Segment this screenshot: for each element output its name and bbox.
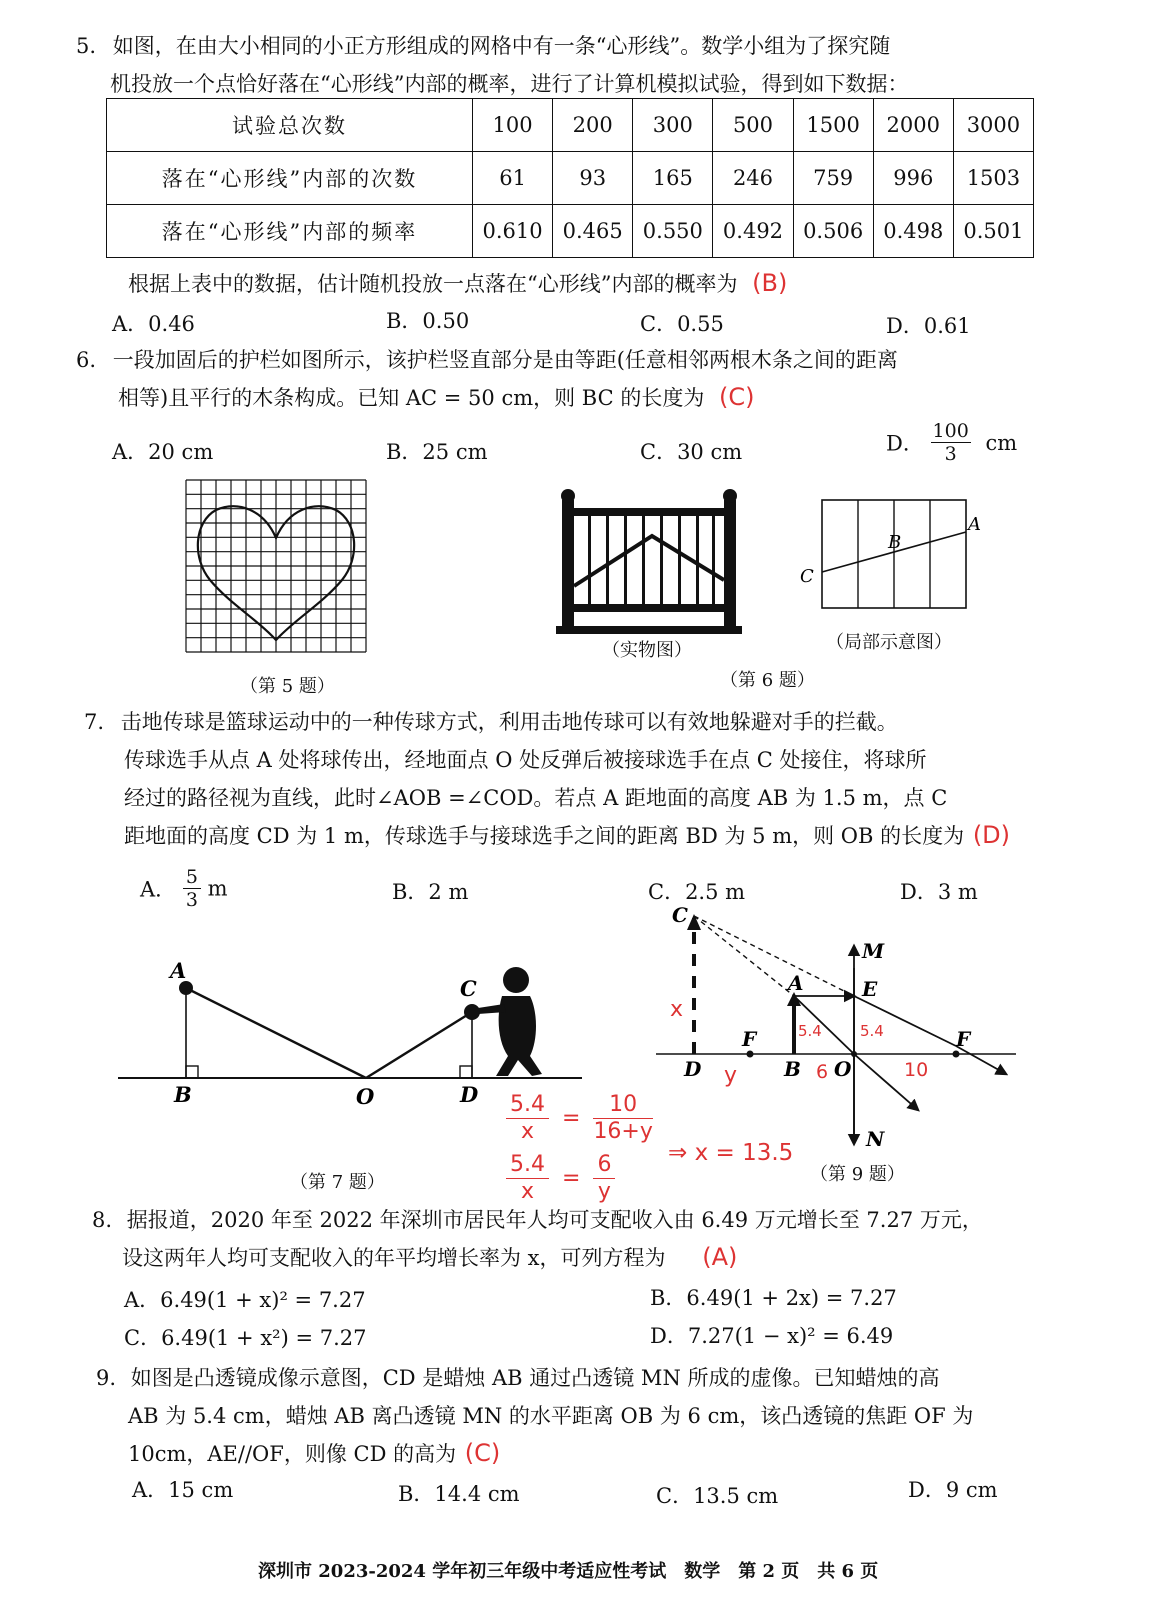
table-cell: 3000 bbox=[953, 99, 1033, 152]
fraction-numerator: 5.4 bbox=[506, 1152, 549, 1179]
handwritten-54-right: 5.4 bbox=[860, 1022, 884, 1040]
table-cell: 61 bbox=[473, 152, 553, 205]
handwritten-equation-2 bbox=[506, 1152, 615, 1205]
q6-line2 bbox=[118, 382, 755, 412]
handwritten-y: y bbox=[724, 1063, 738, 1088]
label-c: C bbox=[800, 566, 814, 587]
table-cell: 759 bbox=[793, 152, 873, 205]
table-row-header: 落在“心形线”内部的次数 bbox=[107, 152, 473, 205]
q8-option-c: C．6.49(1 + x²) = 7.27 bbox=[124, 1326, 367, 1350]
table-cell: 0.610 bbox=[473, 205, 553, 258]
q7-text-1: 击地传球是篮球运动中的一种传球方式，利用击地传球可以有效地躲避对手的拦截。 bbox=[120, 710, 898, 734]
table-cell: 0.465 bbox=[553, 205, 633, 258]
table-row-header: 试验总次数 bbox=[107, 99, 473, 152]
fence-local-diagram bbox=[800, 496, 986, 616]
fig7-caption: （第 7 题） bbox=[290, 1172, 385, 1193]
handwritten-10: 10 bbox=[904, 1059, 929, 1081]
q9-option-c: C．13.5 cm bbox=[656, 1484, 779, 1508]
q8-line1 bbox=[92, 1204, 983, 1234]
q8-handwritten-answer: (A) bbox=[702, 1243, 738, 1271]
fig6-real-caption: （实物图） bbox=[602, 640, 692, 661]
table-row-header: 落在“心形线”内部的频率 bbox=[107, 205, 473, 258]
table-cell: 1503 bbox=[953, 152, 1033, 205]
q9-line1 bbox=[96, 1362, 940, 1392]
q7-line4 bbox=[124, 820, 1010, 850]
q7-line1 bbox=[84, 706, 898, 736]
q5-line1 bbox=[76, 30, 890, 60]
label-b: B bbox=[888, 532, 902, 553]
q9-option-a: A．15 cm bbox=[132, 1478, 234, 1502]
convex-lens-figure bbox=[656, 896, 1026, 1152]
q5-option-b: B．0.50 bbox=[386, 309, 470, 333]
label-m: M bbox=[862, 939, 885, 963]
q9-text-1: 如图是凸透镜成像示意图，CD 是蜡烛 AB 通过凸透镜 MN 所成的虚像。已知蜡烛的高 bbox=[130, 1366, 940, 1390]
fraction-numerator: 10 bbox=[593, 1092, 652, 1119]
handwritten-6: 6 bbox=[816, 1061, 829, 1083]
label-d: D bbox=[684, 1057, 702, 1081]
table-cell: 200 bbox=[553, 99, 633, 152]
q8-option-b: B．6.49(1 + 2x) = 7.27 bbox=[650, 1286, 897, 1310]
q7-handwritten-answer: (D) bbox=[972, 821, 1011, 849]
q6-handwritten-answer: (C) bbox=[719, 383, 755, 411]
table-cell: 165 bbox=[633, 152, 713, 205]
receiver-person bbox=[478, 967, 542, 1076]
q7-text-4: 距地面的高度 CD 为 1 m，传球选手与接球选手之间的距离 BD 为 5 m，则 OB 的长度为 bbox=[124, 824, 965, 848]
fraction bbox=[506, 1092, 549, 1145]
q5-text-2: 机投放一个点恰好落在“心形线”内部的概率，进行了计算机模拟试验，得到如下数据： bbox=[110, 72, 909, 96]
q6-option-d bbox=[886, 420, 1017, 465]
q6-option-a: A．20 cm bbox=[112, 440, 214, 464]
fraction bbox=[593, 1152, 615, 1205]
fraction-denominator: x bbox=[520, 1179, 535, 1204]
heart-grid-figure bbox=[186, 480, 366, 652]
q6-option-c: C．30 cm bbox=[640, 440, 743, 464]
label-c: C bbox=[460, 976, 477, 1001]
table-row bbox=[107, 152, 1034, 205]
table-cell: 0.501 bbox=[953, 205, 1033, 258]
fig9-caption: （第 9 题） bbox=[810, 1164, 905, 1185]
q6-number: 6. bbox=[76, 348, 97, 372]
handwritten-54-left: 5.4 bbox=[798, 1022, 822, 1040]
label-b: B bbox=[174, 1082, 192, 1107]
table-row bbox=[107, 205, 1034, 258]
table-cell: 0.506 bbox=[793, 205, 873, 258]
fraction-numerator: 5 bbox=[183, 866, 201, 889]
q7-text-2: 传球选手从点 A 处将球传出，经地面点 O 处反弹后被接球选手在点 C 处接住，将球所 bbox=[124, 748, 927, 772]
q7-option-d: D．3 m bbox=[900, 880, 978, 904]
q5-option-a: A．0.46 bbox=[112, 312, 195, 336]
fence-photo bbox=[556, 488, 742, 634]
q6-text-1: 一段加固后的护栏如图所示，该护栏竖直部分是由等距(任意相邻两根木条之间的距离 bbox=[112, 348, 898, 372]
table-cell: 0.498 bbox=[873, 205, 953, 258]
fraction bbox=[593, 1092, 652, 1145]
q5-option-d: D．0.61 bbox=[886, 314, 971, 338]
table-cell: 500 bbox=[713, 99, 793, 152]
fig6-caption: （第 6 题） bbox=[720, 670, 815, 691]
table-cell: 0.550 bbox=[633, 205, 713, 258]
q8-option-d: D．7.27(1 − x)² = 6.49 bbox=[650, 1324, 894, 1348]
table-row bbox=[107, 99, 1034, 152]
q8-line2 bbox=[122, 1242, 737, 1272]
q9-text-2: AB 为 5.4 cm，蜡烛 AB 离凸透镜 MN 的水平距离 OB 为 6 cm，该凸透镜的焦距 OF 为 bbox=[128, 1404, 974, 1428]
q7-option-b: B．2 m bbox=[392, 880, 469, 904]
q8-text-2: 设这两年人均可支配收入的年平均增长率为 x，可列方程为 bbox=[122, 1246, 666, 1270]
q5-handwritten-answer: (B) bbox=[752, 269, 788, 297]
q7-option-a-unit: m bbox=[207, 876, 228, 901]
q9-line3 bbox=[128, 1438, 500, 1468]
label-e: E bbox=[862, 977, 878, 1001]
q9-text-3: 10cm，AE//OF，则像 CD 的高为 bbox=[128, 1442, 457, 1466]
q8-text-1: 据报道，2020 年至 2022 年深圳市居民年人均可支配收入由 6.49 万元增长至 7.27 万元， bbox=[126, 1208, 983, 1232]
fraction bbox=[931, 420, 971, 465]
q9-number: 9. bbox=[96, 1366, 117, 1390]
q5-question-text: 根据上表中的数据，估计随机投放一点落在“心形线”内部的概率为 bbox=[128, 272, 738, 296]
table-cell: 2000 bbox=[873, 99, 953, 152]
q7-option-a bbox=[140, 866, 228, 911]
fraction-denominator: y bbox=[597, 1179, 611, 1204]
q5-table bbox=[106, 98, 1034, 258]
table-cell: 300 bbox=[633, 99, 713, 152]
label-c: C bbox=[672, 903, 688, 927]
q6-line1 bbox=[76, 344, 898, 374]
q6-option-d-unit: cm bbox=[985, 430, 1018, 455]
fraction bbox=[506, 1152, 549, 1205]
q6-option-b: B．25 cm bbox=[386, 440, 488, 464]
fraction-denominator: 3 bbox=[944, 443, 957, 465]
handwritten-result: ⇒ x = 13.5 bbox=[668, 1140, 794, 1166]
table-cell: 0.492 bbox=[713, 205, 793, 258]
q8-option-a: A．6.49(1 + x)² = 7.27 bbox=[124, 1288, 366, 1312]
fig6-local-caption: （局部示意图） bbox=[826, 632, 952, 653]
q8-number: 8. bbox=[92, 1208, 113, 1232]
label-b: B bbox=[784, 1057, 801, 1081]
q5-text-1: 如图，在由大小相同的小正方形组成的网格中有一条“心形线”。数学小组为了探究随 bbox=[112, 34, 891, 58]
q9-handwritten-answer: (C) bbox=[464, 1439, 501, 1467]
fraction-numerator: 100 bbox=[932, 420, 969, 442]
label-f-left: F bbox=[742, 1027, 757, 1051]
q5-number: 5. bbox=[76, 34, 97, 58]
label-n: N bbox=[866, 1127, 885, 1151]
q5-option-c: C．0.55 bbox=[640, 312, 724, 336]
table-cell: 996 bbox=[873, 152, 953, 205]
q9-option-b: B．14.4 cm bbox=[398, 1482, 520, 1506]
fraction-numerator: 6 bbox=[593, 1152, 615, 1179]
q7-option-a-prefix: A． bbox=[140, 877, 177, 902]
fraction-denominator: 3 bbox=[185, 889, 198, 911]
fraction-denominator: x bbox=[520, 1119, 535, 1144]
equals-sign: = bbox=[562, 1166, 581, 1191]
equals-sign: = bbox=[562, 1106, 581, 1131]
fraction-denominator: 16+y bbox=[593, 1119, 653, 1144]
q5-question bbox=[128, 268, 787, 298]
fraction-numerator: 5.4 bbox=[506, 1092, 549, 1119]
q6-text-2: 相等)且平行的木条构成。已知 AC = 50 cm，则 BC 的长度为 bbox=[118, 386, 705, 410]
q7-option-c: C．2.5 m bbox=[648, 880, 746, 904]
label-o: O bbox=[356, 1084, 375, 1109]
q7-text-3: 经过的路径视为直线，此时∠AOB =∠COD。若点 A 距地面的高度 AB 为 1.5 m，点 C bbox=[124, 786, 948, 810]
label-a: A bbox=[968, 514, 981, 535]
label-o: O bbox=[834, 1057, 852, 1081]
q6-option-d-prefix: D． bbox=[886, 431, 924, 456]
label-a: A bbox=[170, 958, 187, 983]
fraction bbox=[183, 866, 201, 911]
page-footer: 深圳市 2023-2024 学年初三年级中考适应性考试 数学 第 2 页 共 6 页 bbox=[258, 1561, 879, 1582]
table-cell: 93 bbox=[553, 152, 633, 205]
table-cell: 246 bbox=[713, 152, 793, 205]
label-a: A bbox=[788, 971, 804, 995]
label-f-right: F bbox=[956, 1027, 971, 1051]
handwritten-x: x bbox=[670, 997, 684, 1022]
label-d: D bbox=[460, 1082, 479, 1107]
table-cell: 1500 bbox=[793, 99, 873, 152]
q9-option-d: D．9 cm bbox=[908, 1478, 998, 1502]
handwritten-equation-1 bbox=[506, 1092, 653, 1145]
fig5-caption: （第 5 题） bbox=[240, 676, 335, 697]
q7-number: 7. bbox=[84, 710, 105, 734]
table-cell: 100 bbox=[473, 99, 553, 152]
